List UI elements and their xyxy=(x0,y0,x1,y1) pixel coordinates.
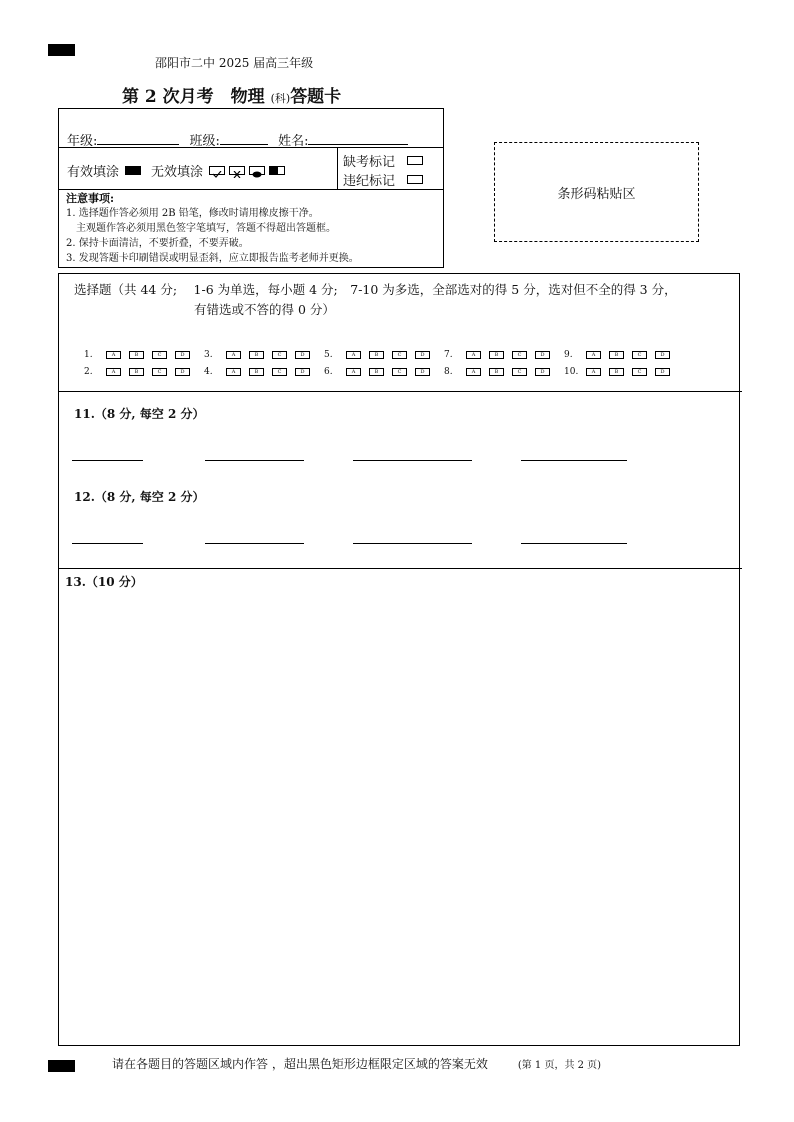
mc-question xyxy=(444,350,564,360)
mc-question xyxy=(204,350,324,360)
q12-blank-1[interactable] xyxy=(72,543,143,544)
page-title xyxy=(122,82,341,107)
mc-row-2 xyxy=(84,367,674,377)
q12-blank-3[interactable] xyxy=(353,543,472,544)
question-number: 9. xyxy=(564,350,573,360)
q13-heading: 13.（10 分） xyxy=(65,575,143,589)
mc-row-1 xyxy=(84,350,674,360)
violation-mark-row xyxy=(343,170,423,189)
mc-question xyxy=(204,367,324,377)
mc-question xyxy=(324,367,444,377)
school-line: 邵阳市二中 2025 届高三年级 xyxy=(155,56,314,70)
mc-question xyxy=(564,350,674,360)
question-number: 4. xyxy=(204,367,213,377)
q11-heading: 11.（8 分, 每空 2 分） xyxy=(74,407,205,421)
valid-fill-label: 有效填涂 xyxy=(67,165,120,180)
mc-question xyxy=(444,367,564,377)
mc-instructions-line2: 有错选或不答的得 0 分） xyxy=(194,302,335,317)
notes-item: 2. 保持卡面清洁，不要折叠，不要弄破。 xyxy=(66,238,249,249)
info-divider-2 xyxy=(59,189,443,190)
question-number: 2. xyxy=(84,367,93,377)
q13-answer-area[interactable] xyxy=(60,592,738,1044)
option-box[interactable]: D xyxy=(295,351,310,359)
page-number: (第 1 页，共 2 页) xyxy=(517,1060,602,1071)
section-divider-q13 xyxy=(58,568,742,569)
option-box[interactable]: B xyxy=(249,368,264,376)
mc-question xyxy=(324,350,444,360)
option-box[interactable]: A xyxy=(586,351,601,359)
option-box[interactable]: A xyxy=(346,351,361,359)
violation-mark-box[interactable] xyxy=(407,175,423,184)
option-box[interactable]: C xyxy=(272,368,287,376)
option-box[interactable]: D xyxy=(535,351,550,359)
title-main: 第 2 次月考 物理 xyxy=(122,87,271,107)
barcode-area xyxy=(494,142,699,242)
option-box[interactable]: A xyxy=(466,351,481,359)
info-divider-v xyxy=(337,147,338,189)
absent-mark-label: 缺考标记 xyxy=(343,155,396,170)
option-box[interactable]: D xyxy=(655,351,670,359)
option-box[interactable]: A xyxy=(106,368,121,376)
option-box[interactable]: D xyxy=(535,368,550,376)
q11-blank-4[interactable] xyxy=(521,460,627,461)
option-box[interactable]: C xyxy=(632,351,647,359)
notes-item: 主观题作答必须用黑色签字笔填写，答题不得超出答题框。 xyxy=(66,223,336,234)
footer xyxy=(112,1055,601,1072)
absent-mark-row xyxy=(343,151,423,170)
q11-blank-3[interactable] xyxy=(353,460,472,461)
question-number: 1. xyxy=(84,350,93,360)
violation-mark-label: 违纪标记 xyxy=(343,174,396,189)
q12-heading: 12.（8 分, 每空 2 分） xyxy=(74,490,205,504)
option-box[interactable]: B xyxy=(129,368,144,376)
question-number: 3. xyxy=(204,350,213,360)
invalid-fill-check-icon xyxy=(209,166,225,175)
name-label: 姓名: xyxy=(278,134,309,149)
question-number: 7. xyxy=(444,350,453,360)
section-divider-mc xyxy=(58,391,742,392)
option-box[interactable]: B xyxy=(369,351,384,359)
option-box[interactable]: C xyxy=(392,368,407,376)
class-field[interactable] xyxy=(220,132,268,145)
absent-mark-box[interactable] xyxy=(407,156,423,165)
invalid-fill-half-icon xyxy=(269,166,285,175)
q11-blank-1[interactable] xyxy=(72,460,143,461)
option-box[interactable]: B xyxy=(489,368,504,376)
grade-field[interactable] xyxy=(97,132,179,145)
title-end: 答题卡 xyxy=(290,87,342,107)
option-box[interactable]: D xyxy=(175,351,190,359)
notes-section xyxy=(66,191,359,266)
option-box[interactable]: C xyxy=(152,351,167,359)
invalid-fill-dot-icon xyxy=(249,166,265,175)
valid-fill-example xyxy=(125,166,141,175)
bottom-corner-marker xyxy=(48,1060,75,1072)
student-info-box xyxy=(58,108,444,268)
option-box[interactable]: D xyxy=(655,368,670,376)
option-box[interactable]: A xyxy=(586,368,601,376)
option-box[interactable]: A xyxy=(346,368,361,376)
option-box[interactable]: A xyxy=(226,368,241,376)
notes-item: 3. 发现答题卡印刷错误或明显歪斜，应立即报告监考老师并更换。 xyxy=(66,253,359,264)
option-box[interactable]: C xyxy=(152,368,167,376)
notes-title: 注意事项: xyxy=(66,192,115,205)
grade-label: 年级: xyxy=(67,134,98,149)
fill-example-row xyxy=(67,161,285,180)
question-number: 6. xyxy=(324,367,333,377)
option-box[interactable]: B xyxy=(369,368,384,376)
mc-question xyxy=(84,350,204,360)
question-number: 8. xyxy=(444,367,453,377)
option-box[interactable]: C xyxy=(512,351,527,359)
option-box[interactable]: C xyxy=(632,368,647,376)
option-box[interactable]: B xyxy=(609,368,624,376)
top-corner-marker xyxy=(48,44,75,56)
option-box[interactable]: A xyxy=(466,368,481,376)
option-box[interactable]: B xyxy=(609,351,624,359)
q12-blank-4[interactable] xyxy=(521,543,627,544)
invalid-fill-label: 无效填涂 xyxy=(151,165,204,180)
option-box[interactable]: D xyxy=(415,351,430,359)
title-subject-type: (科) xyxy=(270,92,291,105)
notes-item: 1. 选择题作答必须用 2B 铅笔，修改时请用橡皮擦干净。 xyxy=(66,208,319,219)
option-box[interactable]: D xyxy=(295,368,310,376)
option-box[interactable]: C xyxy=(272,351,287,359)
option-box[interactable]: A xyxy=(106,351,121,359)
q12-blank-2[interactable] xyxy=(205,543,304,544)
name-row xyxy=(67,130,408,149)
option-box[interactable]: C xyxy=(512,368,527,376)
q11-blank-2[interactable] xyxy=(205,460,304,461)
option-box[interactable]: D xyxy=(415,368,430,376)
option-box[interactable]: D xyxy=(175,368,190,376)
option-box[interactable]: B xyxy=(129,351,144,359)
mc-question xyxy=(84,367,204,377)
option-box[interactable]: B xyxy=(489,351,504,359)
question-number: 5. xyxy=(324,350,333,360)
invalid-fill-cross-icon xyxy=(229,166,245,175)
option-box[interactable]: C xyxy=(392,351,407,359)
mc-question xyxy=(564,367,674,377)
class-label: 班级: xyxy=(189,134,220,149)
mc-instructions-line1: 选择题（共 44 分; 1-6 为单选，每小题 4 分; 7-10 为多选，全部选对的得 5 分，选对但不全的得 3 分， xyxy=(74,282,677,297)
name-field[interactable] xyxy=(308,132,408,145)
barcode-label: 条形码粘贴区 xyxy=(557,187,636,202)
option-box[interactable]: B xyxy=(249,351,264,359)
question-number: 10. xyxy=(564,367,579,377)
option-box[interactable]: A xyxy=(226,351,241,359)
footer-instruction: 请在各题目的答题区域内作答 ，超出黑色矩形边框限定区域的答案无效 xyxy=(112,1057,488,1071)
